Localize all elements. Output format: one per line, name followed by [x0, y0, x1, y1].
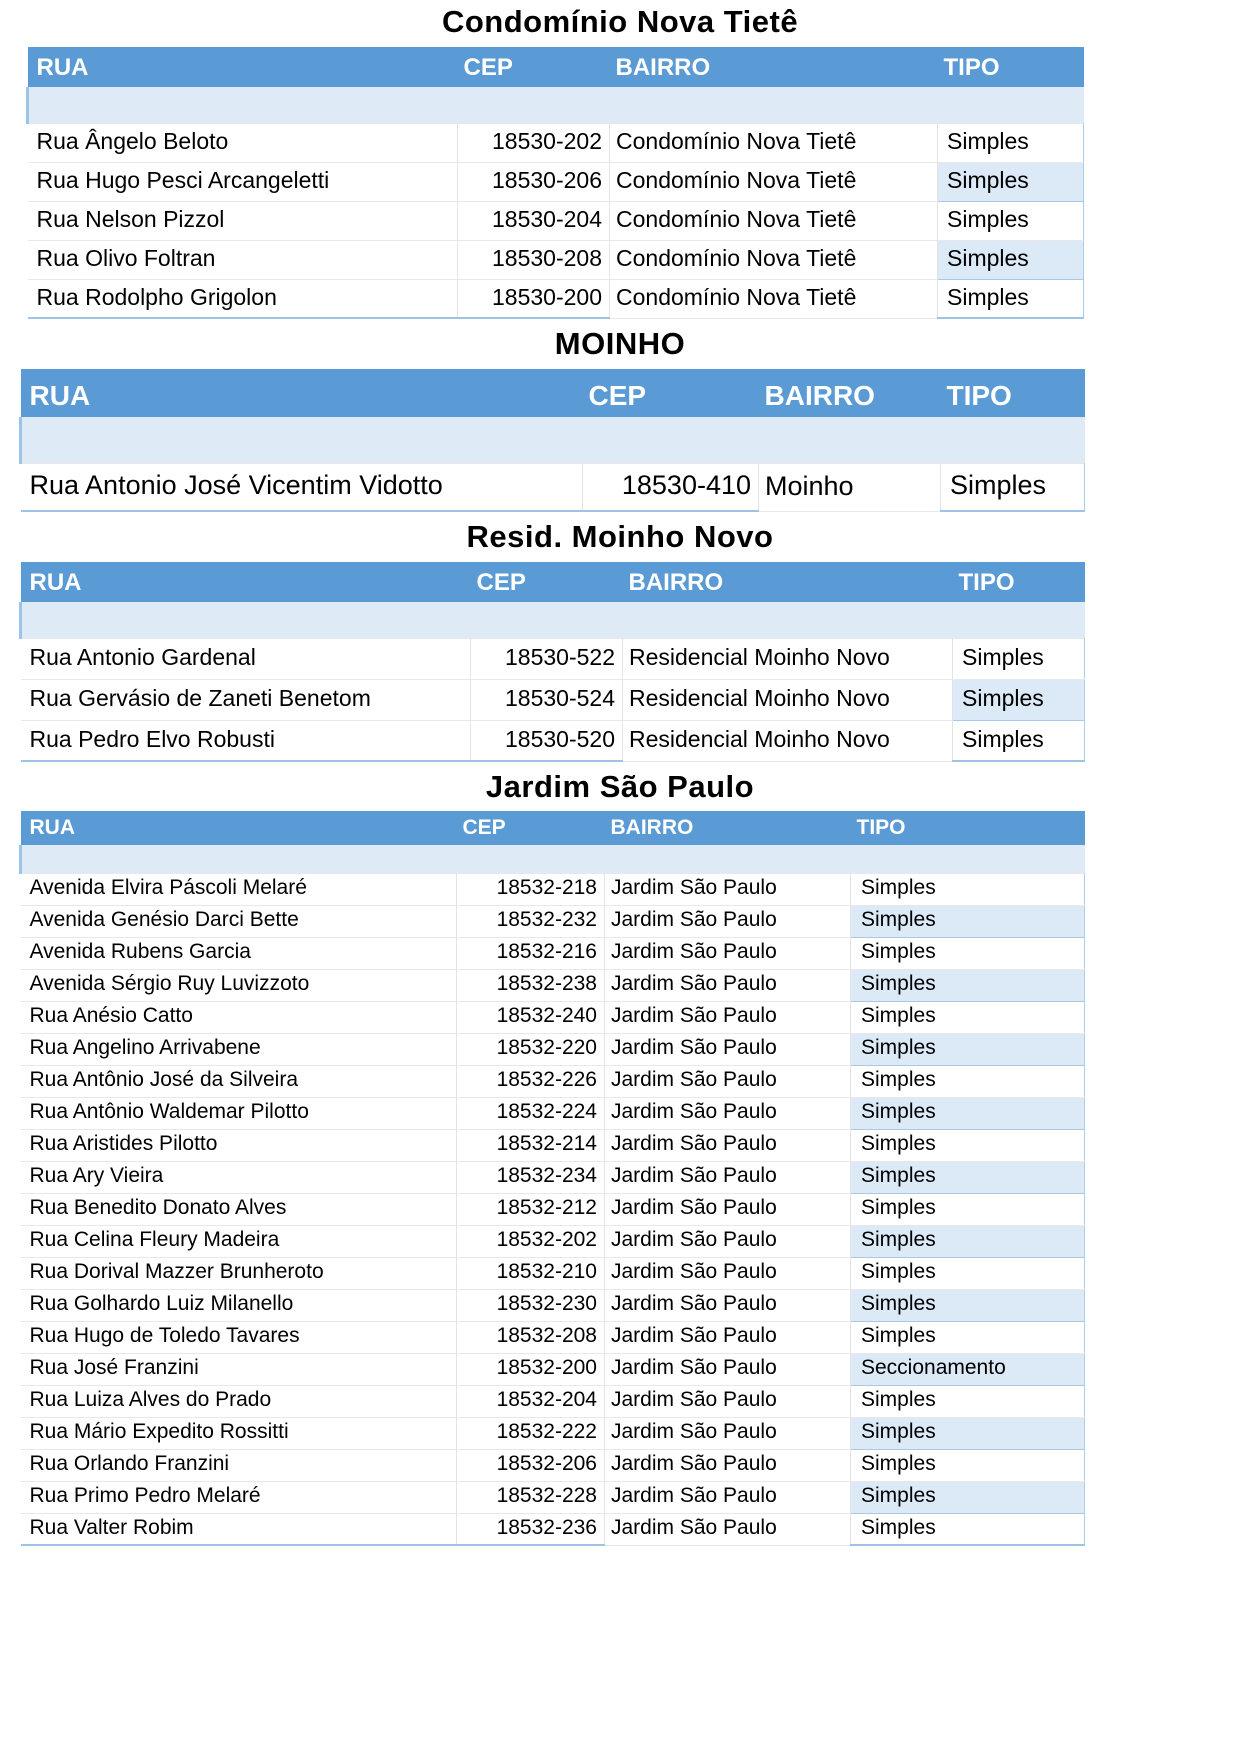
column-header-rua[interactable]: RUA — [21, 369, 583, 417]
table-row[interactable] — [21, 1065, 1085, 1097]
cell-bairro: Jardim São Paulo — [605, 1001, 851, 1033]
cell-cep: 18530-206 — [458, 162, 610, 201]
cell-tipo: Simples — [851, 1001, 1085, 1033]
cell-rua: Rua Luiza Alves do Prado — [21, 1385, 457, 1417]
section-title-jardim-sao-paulo: Jardim São Paulo — [485, 769, 755, 804]
cell-tipo: Simples — [851, 1193, 1085, 1225]
cell-cep: 18532-212 — [457, 1193, 605, 1225]
cell-cep: 18532-218 — [457, 873, 605, 905]
column-header-bairro[interactable]: BAIRRO — [605, 811, 851, 845]
column-header-cep[interactable]: CEP — [457, 811, 605, 845]
table-row[interactable] — [21, 1417, 1085, 1449]
table-row[interactable] — [21, 873, 1085, 905]
cell-rua: Rua Antonio José Vicentim Vidotto — [21, 463, 583, 511]
table-row[interactable] — [21, 1385, 1085, 1417]
cell-rua: Rua Gervásio de Zaneti Benetom — [21, 679, 471, 720]
table-row[interactable] — [21, 1353, 1085, 1385]
cell-cep: 18532-224 — [457, 1097, 605, 1129]
cell-cep: 18530-524 — [471, 679, 623, 720]
cell-bairro: Condomínio Nova Tietê — [610, 201, 938, 240]
cell-cep: 18532-210 — [457, 1257, 605, 1289]
cell-bairro: Jardim São Paulo — [605, 1257, 851, 1289]
cell-cep: 18532-214 — [457, 1129, 605, 1161]
cell-bairro: Residencial Moinho Novo — [623, 720, 953, 761]
table-row[interactable] — [21, 905, 1085, 937]
spacer-cell — [21, 417, 583, 463]
table-row[interactable] — [21, 1289, 1085, 1321]
table-row[interactable] — [28, 123, 1084, 162]
cell-rua: Rua Dorival Mazzer Brunheroto — [21, 1257, 457, 1289]
cell-bairro: Jardim São Paulo — [605, 1289, 851, 1321]
cell-bairro: Jardim São Paulo — [605, 1129, 851, 1161]
cell-cep: 18532-236 — [457, 1513, 605, 1545]
table-row[interactable] — [21, 937, 1085, 969]
cell-bairro: Jardim São Paulo — [605, 937, 851, 969]
cell-cep: 18530-410 — [583, 463, 759, 511]
table-row[interactable] — [21, 1129, 1085, 1161]
cell-bairro: Residencial Moinho Novo — [623, 679, 953, 720]
spacer-cell — [623, 602, 953, 638]
cell-rua: Rua Rodolpho Grigolon — [28, 279, 458, 318]
cell-bairro: Jardim São Paulo — [605, 1321, 851, 1353]
cell-rua: Rua Mário Expedito Rossitti — [21, 1417, 457, 1449]
cell-bairro: Jardim São Paulo — [605, 1097, 851, 1129]
cell-cep: 18530-204 — [458, 201, 610, 240]
column-header-rua[interactable]: RUA — [21, 562, 471, 602]
cell-tipo: Simples — [851, 1481, 1085, 1513]
cell-tipo: Simples — [851, 1417, 1085, 1449]
cell-rua: Rua Angelino Arrivabene — [21, 1033, 457, 1065]
cell-tipo: Simples — [938, 123, 1084, 162]
cell-rua: Avenida Sérgio Ruy Luvizzoto — [21, 969, 457, 1001]
cell-tipo: Simples — [938, 279, 1084, 318]
cell-tipo: Simples — [851, 1129, 1085, 1161]
cell-cep: 18532-238 — [457, 969, 605, 1001]
cell-bairro: Jardim São Paulo — [605, 1481, 851, 1513]
cell-bairro: Jardim São Paulo — [605, 1449, 851, 1481]
table-row[interactable] — [21, 720, 1085, 761]
cell-cep: 18532-222 — [457, 1417, 605, 1449]
cell-tipo: Simples — [941, 463, 1085, 511]
cell-rua: Rua Hugo de Toledo Tavares — [21, 1321, 457, 1353]
table-row[interactable] — [21, 1481, 1085, 1513]
cell-tipo: Seccionamento — [851, 1353, 1085, 1385]
cell-cep: 18530-200 — [458, 279, 610, 318]
cell-rua: Avenida Genésio Darci Bette — [21, 905, 457, 937]
section-title-condominio-nova-tiete: Condomínio Nova Tietê — [441, 4, 799, 39]
cell-cep: 18532-230 — [457, 1289, 605, 1321]
cell-tipo: Simples — [851, 969, 1085, 1001]
cell-bairro: Jardim São Paulo — [605, 1065, 851, 1097]
spacer-cell — [953, 602, 1085, 638]
cell-rua: Rua Ângelo Beloto — [28, 123, 458, 162]
cell-tipo: Simples — [851, 1033, 1085, 1065]
cell-cep: 18530-208 — [458, 240, 610, 279]
cell-cep: 18530-520 — [471, 720, 623, 761]
cell-cep: 18532-216 — [457, 937, 605, 969]
cell-rua: Rua Antônio José da Silveira — [21, 1065, 457, 1097]
cell-bairro: Moinho — [759, 463, 941, 511]
cell-bairro: Jardim São Paulo — [605, 969, 851, 1001]
spacer-cell — [759, 417, 941, 463]
table-header-row — [21, 811, 1085, 845]
cell-cep: 18532-204 — [457, 1385, 605, 1417]
cell-cep: 18532-208 — [457, 1321, 605, 1353]
cell-bairro: Jardim São Paulo — [605, 1225, 851, 1257]
cell-tipo: Simples — [938, 162, 1084, 201]
cell-cep: 18532-228 — [457, 1481, 605, 1513]
cell-rua: Rua Benedito Donato Alves — [21, 1193, 457, 1225]
cell-tipo: Simples — [938, 240, 1084, 279]
table-row[interactable] — [28, 201, 1084, 240]
cell-tipo: Simples — [953, 638, 1085, 679]
table-moinho — [19, 369, 1085, 512]
table-row[interactable] — [28, 240, 1084, 279]
table-row[interactable] — [21, 1449, 1085, 1481]
spacer-cell — [458, 87, 610, 123]
cell-tipo: Simples — [851, 1225, 1085, 1257]
cell-bairro: Condomínio Nova Tietê — [610, 279, 938, 318]
section-title-moinho: MOINHO — [554, 326, 686, 361]
table-row[interactable] — [21, 1257, 1085, 1289]
cell-tipo: Simples — [851, 1321, 1085, 1353]
table-row[interactable] — [21, 969, 1085, 1001]
table-spacer-row — [21, 602, 1085, 638]
table-jardim-sao-paulo — [19, 811, 1085, 1546]
cell-tipo: Simples — [851, 873, 1085, 905]
table-row[interactable] — [21, 1161, 1085, 1193]
spacer-cell — [471, 602, 623, 638]
cell-bairro: Condomínio Nova Tietê — [610, 162, 938, 201]
cell-tipo: Simples — [851, 1097, 1085, 1129]
cell-tipo: Simples — [851, 1513, 1085, 1545]
table-row[interactable] — [21, 1001, 1085, 1033]
cell-tipo: Simples — [953, 720, 1085, 761]
cell-rua: Rua Olivo Foltran — [28, 240, 458, 279]
table-row[interactable] — [28, 162, 1084, 201]
cell-cep: 18530-522 — [471, 638, 623, 679]
table-header-row — [21, 562, 1085, 602]
column-header-tipo[interactable]: TIPO — [941, 369, 1085, 417]
spacer-cell — [28, 87, 458, 123]
cell-rua: Rua Hugo Pesci Arcangeletti — [28, 162, 458, 201]
spacer-cell — [21, 602, 471, 638]
cell-rua: Rua Valter Robim — [21, 1513, 457, 1545]
cell-tipo: Simples — [851, 1385, 1085, 1417]
table-row[interactable] — [21, 463, 1085, 511]
cell-tipo: Simples — [938, 201, 1084, 240]
cell-cep: 18532-206 — [457, 1449, 605, 1481]
spacer-cell — [583, 417, 759, 463]
cell-cep: 18532-226 — [457, 1065, 605, 1097]
cell-rua: Rua Golhardo Luiz Milanello — [21, 1289, 457, 1321]
cell-rua: Avenida Rubens Garcia — [21, 937, 457, 969]
table-spacer-row — [28, 87, 1084, 123]
cell-bairro: Jardim São Paulo — [605, 873, 851, 905]
cell-tipo: Simples — [953, 679, 1085, 720]
cell-bairro: Jardim São Paulo — [605, 1193, 851, 1225]
cell-bairro: Condomínio Nova Tietê — [610, 123, 938, 162]
cell-rua: Rua José Franzini — [21, 1353, 457, 1385]
cell-rua: Rua Ary Vieira — [21, 1161, 457, 1193]
cell-rua: Rua Aristides Pilotto — [21, 1129, 457, 1161]
table-row[interactable] — [21, 638, 1085, 679]
column-header-tipo[interactable]: TIPO — [953, 562, 1085, 602]
cell-bairro: Condomínio Nova Tietê — [610, 240, 938, 279]
column-header-cep[interactable]: CEP — [471, 562, 623, 602]
table-spacer-row — [21, 417, 1085, 463]
cell-cep: 18532-232 — [457, 905, 605, 937]
cell-bairro: Jardim São Paulo — [605, 1353, 851, 1385]
cell-rua: Rua Antonio Gardenal — [21, 638, 471, 679]
column-header-rua[interactable]: RUA — [28, 47, 458, 87]
cell-cep: 18532-240 — [457, 1001, 605, 1033]
cell-cep: 18532-220 — [457, 1033, 605, 1065]
cell-bairro: Jardim São Paulo — [605, 1161, 851, 1193]
column-header-bairro[interactable]: BAIRRO — [610, 47, 938, 87]
cell-tipo: Simples — [851, 1065, 1085, 1097]
cell-tipo: Simples — [851, 905, 1085, 937]
cell-bairro: Residencial Moinho Novo — [623, 638, 953, 679]
cell-cep: 18532-234 — [457, 1161, 605, 1193]
column-header-cep[interactable]: CEP — [458, 47, 610, 87]
cell-rua: Rua Pedro Elvo Robusti — [21, 720, 471, 761]
section-title-resid-moinho-novo: Resid. Moinho Novo — [466, 519, 774, 554]
cell-rua: Rua Antônio Waldemar Pilotto — [21, 1097, 457, 1129]
cell-rua: Rua Orlando Franzini — [21, 1449, 457, 1481]
column-header-bairro[interactable]: BAIRRO — [623, 562, 953, 602]
cell-bairro: Jardim São Paulo — [605, 1417, 851, 1449]
table-row[interactable] — [21, 1225, 1085, 1257]
cell-cep: 18532-202 — [457, 1225, 605, 1257]
table-row[interactable] — [21, 1097, 1085, 1129]
cell-rua: Rua Anésio Catto — [21, 1001, 457, 1033]
cell-rua: Rua Celina Fleury Madeira — [21, 1225, 457, 1257]
table-resid-moinho-novo — [19, 562, 1085, 762]
column-header-cep[interactable]: CEP — [583, 369, 759, 417]
table-spacer-row — [21, 845, 1085, 873]
table-row[interactable] — [21, 1321, 1085, 1353]
column-header-tipo[interactable]: TIPO — [851, 811, 1085, 845]
cell-tipo: Simples — [851, 1449, 1085, 1481]
cell-rua: Rua Primo Pedro Melaré — [21, 1481, 457, 1513]
cell-rua: Rua Nelson Pizzol — [28, 201, 458, 240]
table-row[interactable] — [21, 1033, 1085, 1065]
spacer-cell — [938, 87, 1084, 123]
cell-rua: Avenida Elvira Páscoli Melaré — [21, 873, 457, 905]
table-condominio-nova-tiete — [26, 47, 1084, 319]
spacer-cell — [610, 87, 938, 123]
spacer-cell — [457, 845, 605, 873]
table-header-row — [21, 369, 1085, 417]
cell-cep: 18530-202 — [458, 123, 610, 162]
cell-cep: 18532-200 — [457, 1353, 605, 1385]
column-header-bairro[interactable]: BAIRRO — [759, 369, 941, 417]
cell-bairro: Jardim São Paulo — [605, 1513, 851, 1545]
table-row[interactable] — [21, 1513, 1085, 1545]
cell-tipo: Simples — [851, 1161, 1085, 1193]
spacer-cell — [605, 845, 851, 873]
spacer-cell — [851, 845, 1085, 873]
table-row[interactable] — [21, 679, 1085, 720]
spacer-cell — [21, 845, 457, 873]
cell-tipo: Simples — [851, 1257, 1085, 1289]
table-row[interactable] — [28, 279, 1084, 318]
table-header-row — [28, 47, 1084, 87]
table-row[interactable] — [21, 1193, 1085, 1225]
cell-tipo: Simples — [851, 937, 1085, 969]
cell-bairro: Jardim São Paulo — [605, 1385, 851, 1417]
spacer-cell — [941, 417, 1085, 463]
cell-tipo: Simples — [851, 1289, 1085, 1321]
column-header-tipo[interactable]: TIPO — [938, 47, 1084, 87]
column-header-rua[interactable]: RUA — [21, 811, 457, 845]
cell-bairro: Jardim São Paulo — [605, 1033, 851, 1065]
cell-bairro: Jardim São Paulo — [605, 905, 851, 937]
